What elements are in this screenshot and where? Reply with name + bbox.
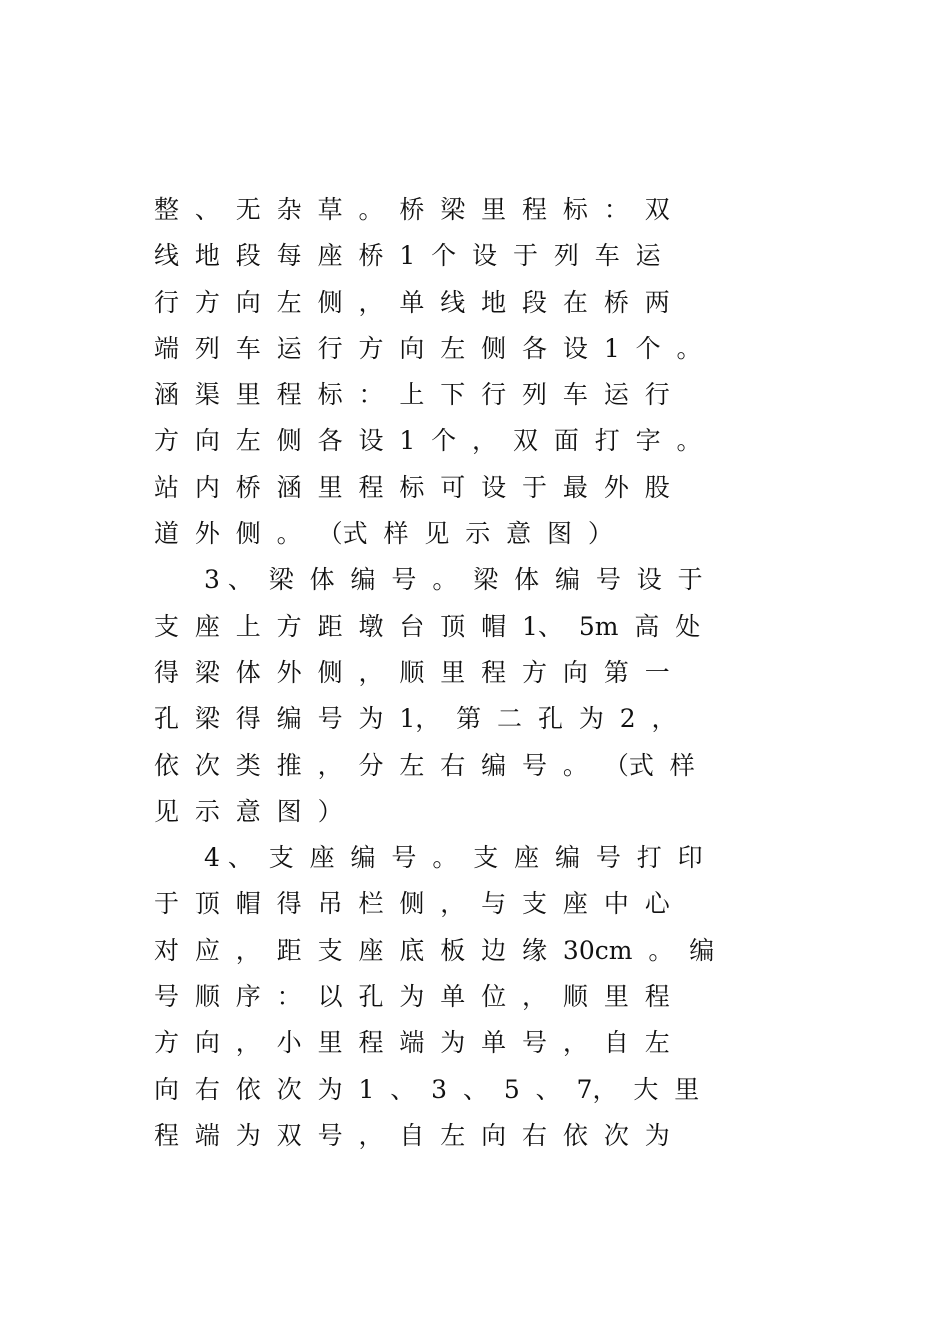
text-line: 行 方 向 左 侧 ， 单 线 地 段 在 桥 两 <box>154 287 670 317</box>
text-line: 依 次 类 推 ， 分 左 右 编 号 。 （式 样 <box>154 750 695 780</box>
body-text <box>154 192 854 1164</box>
text-line: 端 列 车 运 行 方 向 左 侧 各 设 1 个 。 <box>154 333 702 363</box>
text-line: 向 右 依 次 为 1 、 3 、 5 、 7， 大 里 <box>154 1074 700 1104</box>
text-line: 孔 梁 得 编 号 为 1， 第 二 孔 为 2 ， <box>154 704 677 734</box>
text-line: 程 端 为 双 号 ， 自 左 向 右 依 次 为 <box>154 1120 670 1150</box>
text-line: 涵 渠 里 程 标 ： 上 下 行 列 车 运 行 <box>154 380 670 410</box>
text-line: 对 应 ， 距 支 座 底 板 边 缘 30cm 。 编 <box>154 935 715 965</box>
text-line: 整 、 无 杂 草 。 桥 梁 里 程 标 ： 双 <box>154 195 670 224</box>
text-line: 方 向 左 侧 各 设 1 个 ， 双 面 打 字 。 <box>154 426 702 456</box>
text-line: 线 地 段 每 座 桥 1 个 设 于 列 车 运 <box>154 241 661 271</box>
text-line: 号 顺 序 ： 以 孔 为 单 位 ， 顺 里 程 <box>154 982 670 1012</box>
text-line: 见 示 意 图 ） <box>154 796 343 826</box>
text-line: 支 座 上 方 距 墩 台 顶 帽 1、 5m 高 处 <box>154 611 701 641</box>
text-line: 方 向 ， 小 里 程 端 为 单 号 ， 自 左 <box>154 1028 670 1058</box>
text-line: 站 内 桥 涵 里 程 标 可 设 于 最 外 股 <box>154 472 670 502</box>
text-line-paragraph-start: 3 、 梁 体 编 号 。 梁 体 编 号 设 于 <box>204 565 703 595</box>
text-line: 于 顶 帽 得 吊 栏 侧 ， 与 支 座 中 心 <box>154 889 670 919</box>
text-line-paragraph-start: 4 、 支 座 编 号 。 支 座 编 号 打 印 <box>204 843 703 873</box>
text-line: 得 梁 体 外 侧 ， 顺 里 程 方 向 第 一 <box>154 657 670 687</box>
text-line: 道 外 侧 。 （式 样 见 示 意 图 ） <box>154 519 613 549</box>
